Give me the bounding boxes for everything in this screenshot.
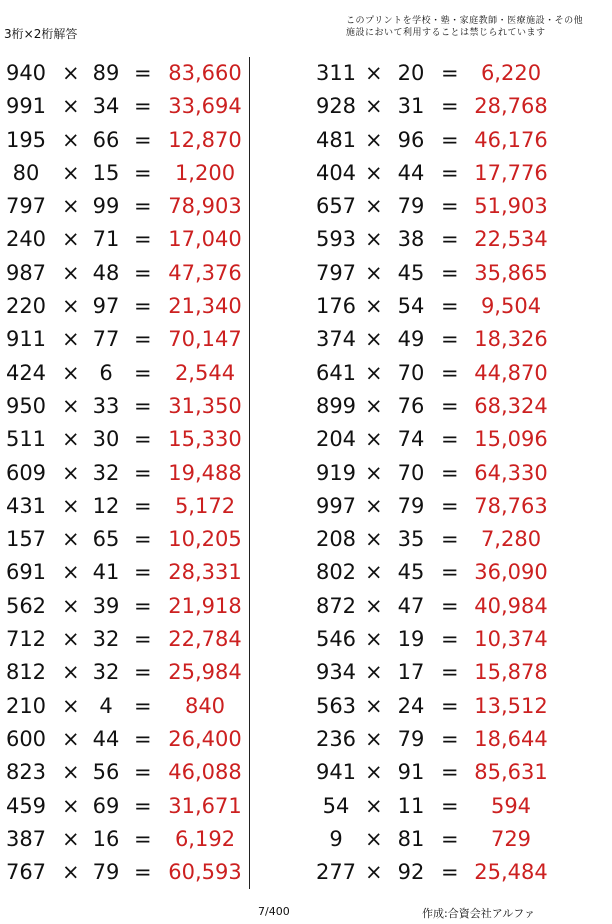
multiplicand: 9 bbox=[329, 826, 343, 851]
multiplicand: 459 bbox=[5, 793, 47, 818]
answer: 35,865 bbox=[474, 260, 548, 285]
answer: 26,400 bbox=[168, 726, 242, 751]
multiplicand: 609 bbox=[5, 460, 47, 485]
times-sign: × bbox=[365, 726, 383, 751]
times-sign: × bbox=[62, 94, 80, 119]
times-sign: × bbox=[365, 460, 383, 485]
multiplier: 16 bbox=[92, 826, 120, 851]
multiplier: 66 bbox=[92, 127, 120, 152]
equals-sign: = bbox=[441, 61, 459, 85]
times-sign: × bbox=[365, 527, 383, 552]
equals-sign: = bbox=[441, 627, 459, 652]
times-sign: × bbox=[62, 493, 80, 518]
answer: 22,784 bbox=[168, 627, 242, 652]
equals-sign: = bbox=[134, 493, 152, 518]
multiplicand: 176 bbox=[315, 294, 357, 319]
equals-sign: = bbox=[441, 260, 459, 285]
multiplicand: 797 bbox=[5, 194, 47, 219]
multiplicand: 562 bbox=[5, 593, 47, 618]
multiplicand: 987 bbox=[5, 260, 47, 285]
multiplier: 77 bbox=[92, 327, 120, 352]
multiplier: 32 bbox=[92, 460, 120, 485]
times-sign: × bbox=[62, 660, 80, 685]
multiplier: 11 bbox=[397, 793, 425, 818]
multiplicand: 431 bbox=[5, 493, 47, 518]
multiplicand: 600 bbox=[5, 726, 47, 751]
multiplier: 54 bbox=[397, 294, 425, 319]
multiplier: 70 bbox=[397, 460, 425, 485]
equals-sign: = bbox=[441, 393, 459, 418]
answer: 7,280 bbox=[480, 527, 542, 552]
equals-sign: = bbox=[134, 460, 152, 485]
equals-sign: = bbox=[134, 393, 152, 418]
multiplier: 15 bbox=[92, 160, 120, 185]
answer: 6,192 bbox=[174, 826, 236, 851]
multiplier: 47 bbox=[397, 593, 425, 618]
times-sign: × bbox=[62, 127, 80, 152]
equals-sign: = bbox=[134, 726, 152, 751]
multiplicand: 911 bbox=[5, 327, 47, 352]
multiplicand: 797 bbox=[315, 260, 357, 285]
equals-sign: = bbox=[441, 327, 459, 352]
answer: 21,340 bbox=[168, 294, 242, 319]
times-sign: × bbox=[365, 427, 383, 452]
answer: 5,172 bbox=[174, 493, 236, 518]
equals-sign: = bbox=[441, 127, 459, 152]
answer: 729 bbox=[490, 826, 532, 851]
column-divider bbox=[249, 57, 250, 889]
multiplier: 91 bbox=[397, 760, 425, 785]
answer: 9,504 bbox=[480, 294, 542, 319]
times-sign: × bbox=[62, 726, 80, 751]
multiplier: 76 bbox=[397, 393, 425, 418]
multiplicand: 934 bbox=[315, 660, 357, 685]
equals-sign: = bbox=[134, 127, 152, 152]
times-sign: × bbox=[62, 760, 80, 785]
times-sign: × bbox=[365, 860, 383, 885]
multiplier: 24 bbox=[397, 693, 425, 718]
multiplier: 92 bbox=[397, 860, 425, 885]
answer: 78,903 bbox=[168, 194, 242, 219]
equals-sign: = bbox=[441, 826, 459, 851]
answer: 15,096 bbox=[474, 427, 548, 452]
multiplier: 70 bbox=[397, 360, 425, 385]
multiplier: 17 bbox=[397, 660, 425, 685]
answer: 36,090 bbox=[474, 560, 548, 585]
multiplicand: 941 bbox=[315, 760, 357, 785]
multiplier: 49 bbox=[397, 327, 425, 352]
multiplier: 71 bbox=[92, 227, 120, 252]
equals-sign: = bbox=[441, 460, 459, 485]
times-sign: × bbox=[365, 760, 383, 785]
times-sign: × bbox=[365, 94, 383, 119]
multiplier: 35 bbox=[397, 527, 425, 552]
times-sign: × bbox=[62, 793, 80, 818]
answer: 46,176 bbox=[474, 127, 548, 152]
times-sign: × bbox=[365, 393, 383, 418]
equals-sign: = bbox=[134, 693, 152, 718]
times-sign: × bbox=[62, 560, 80, 585]
multiplicand: 767 bbox=[5, 860, 47, 885]
answer: 1,200 bbox=[174, 160, 236, 185]
answer: 83,660 bbox=[168, 61, 242, 85]
answer: 10,374 bbox=[474, 627, 548, 652]
answer: 840 bbox=[184, 693, 226, 718]
multiplier: 79 bbox=[397, 493, 425, 518]
multiplicand: 593 bbox=[315, 227, 357, 252]
multiplier: 20 bbox=[397, 61, 425, 85]
equals-sign: = bbox=[441, 560, 459, 585]
multiplier: 33 bbox=[92, 393, 120, 418]
times-sign: × bbox=[365, 327, 383, 352]
answer: 22,534 bbox=[474, 227, 548, 252]
multiplicand: 157 bbox=[5, 527, 47, 552]
times-sign: × bbox=[365, 127, 383, 152]
times-sign: × bbox=[62, 260, 80, 285]
answer: 47,376 bbox=[168, 260, 242, 285]
times-sign: × bbox=[62, 593, 80, 618]
answer: 15,878 bbox=[474, 660, 548, 685]
equals-sign: = bbox=[441, 194, 459, 219]
answer: 25,484 bbox=[474, 860, 548, 885]
times-sign: × bbox=[365, 360, 383, 385]
times-sign: × bbox=[365, 693, 383, 718]
equals-sign: = bbox=[134, 260, 152, 285]
multiplicand: 802 bbox=[315, 560, 357, 585]
multiplicand: 195 bbox=[5, 127, 47, 152]
answer: 40,984 bbox=[474, 593, 548, 618]
multiplier: 4 bbox=[99, 693, 113, 718]
multiplier: 81 bbox=[397, 826, 425, 851]
multiplier: 32 bbox=[92, 627, 120, 652]
equals-sign: = bbox=[134, 194, 152, 219]
multiplicand: 563 bbox=[315, 693, 357, 718]
equals-sign: = bbox=[134, 793, 152, 818]
multiplicand: 80 bbox=[12, 160, 40, 185]
equals-sign: = bbox=[134, 160, 152, 185]
answer: 12,870 bbox=[168, 127, 242, 152]
multiplicand: 641 bbox=[315, 360, 357, 385]
equals-sign: = bbox=[134, 760, 152, 785]
equals-sign: = bbox=[134, 527, 152, 552]
equals-sign: = bbox=[134, 327, 152, 352]
multiplicand: 236 bbox=[315, 726, 357, 751]
times-sign: × bbox=[62, 826, 80, 851]
author-credit: 作成:合資会社アルファ bbox=[422, 907, 536, 920]
times-sign: × bbox=[365, 194, 383, 219]
answer: 18,326 bbox=[474, 327, 548, 352]
answer: 21,918 bbox=[168, 593, 242, 618]
multiplier: 12 bbox=[92, 493, 120, 518]
answer: 10,205 bbox=[168, 527, 242, 552]
multiplier: 96 bbox=[397, 127, 425, 152]
equals-sign: = bbox=[134, 61, 152, 85]
times-sign: × bbox=[62, 693, 80, 718]
multiplicand: 220 bbox=[5, 294, 47, 319]
multiplier: 19 bbox=[397, 627, 425, 652]
multiplicand: 511 bbox=[5, 427, 47, 452]
answer: 15,330 bbox=[168, 427, 242, 452]
answer: 13,512 bbox=[474, 693, 548, 718]
multiplicand: 240 bbox=[5, 227, 47, 252]
multiplicand: 481 bbox=[315, 127, 357, 152]
equals-sign: = bbox=[441, 660, 459, 685]
multiplicand: 919 bbox=[315, 460, 357, 485]
multiplicand: 387 bbox=[5, 826, 47, 851]
multiplier: 6 bbox=[99, 360, 113, 385]
multiplicand: 404 bbox=[315, 160, 357, 185]
times-sign: × bbox=[365, 627, 383, 652]
answer: 85,631 bbox=[474, 760, 548, 785]
equals-sign: = bbox=[134, 593, 152, 618]
answer: 31,671 bbox=[168, 793, 242, 818]
times-sign: × bbox=[365, 260, 383, 285]
answer: 19,488 bbox=[168, 460, 242, 485]
times-sign: × bbox=[365, 826, 383, 851]
multiplier: 79 bbox=[397, 726, 425, 751]
multiplicand: 424 bbox=[5, 360, 47, 385]
times-sign: × bbox=[62, 627, 80, 652]
times-sign: × bbox=[62, 460, 80, 485]
equals-sign: = bbox=[441, 793, 459, 818]
notice-line: 施設において利用することは禁じられています bbox=[346, 28, 546, 38]
times-sign: × bbox=[62, 527, 80, 552]
multiplier: 56 bbox=[92, 760, 120, 785]
answer: 68,324 bbox=[474, 393, 548, 418]
multiplier: 41 bbox=[92, 560, 120, 585]
answer: 70,147 bbox=[168, 327, 242, 352]
page-number: 7/400 bbox=[258, 905, 290, 918]
equals-sign: = bbox=[441, 360, 459, 385]
answer: 28,331 bbox=[168, 560, 242, 585]
multiplier: 32 bbox=[92, 660, 120, 685]
multiplicand: 54 bbox=[322, 793, 350, 818]
times-sign: × bbox=[62, 227, 80, 252]
equals-sign: = bbox=[441, 493, 459, 518]
equals-sign: = bbox=[441, 294, 459, 319]
multiplier: 45 bbox=[397, 260, 425, 285]
multiplicand: 374 bbox=[315, 327, 357, 352]
times-sign: × bbox=[62, 327, 80, 352]
multiplicand: 899 bbox=[315, 393, 357, 418]
multiplicand: 928 bbox=[315, 94, 357, 119]
equals-sign: = bbox=[134, 94, 152, 119]
equals-sign: = bbox=[441, 860, 459, 885]
equals-sign: = bbox=[441, 160, 459, 185]
times-sign: × bbox=[62, 61, 80, 85]
multiplier: 79 bbox=[92, 860, 120, 885]
answer: 60,593 bbox=[168, 860, 242, 885]
equals-sign: = bbox=[441, 726, 459, 751]
multiplier: 44 bbox=[397, 160, 425, 185]
multiplier: 30 bbox=[92, 427, 120, 452]
multiplier: 34 bbox=[92, 94, 120, 119]
times-sign: × bbox=[62, 427, 80, 452]
times-sign: × bbox=[365, 493, 383, 518]
multiplicand: 546 bbox=[315, 627, 357, 652]
answer: 44,870 bbox=[474, 360, 548, 385]
equals-sign: = bbox=[134, 560, 152, 585]
multiplicand: 940 bbox=[5, 61, 47, 85]
multiplier: 44 bbox=[92, 726, 120, 751]
answer: 31,350 bbox=[168, 393, 242, 418]
multiplicand: 208 bbox=[315, 527, 357, 552]
times-sign: × bbox=[62, 360, 80, 385]
multiplicand: 657 bbox=[315, 194, 357, 219]
multiplicand: 823 bbox=[5, 760, 47, 785]
times-sign: × bbox=[365, 227, 383, 252]
answer: 18,644 bbox=[474, 726, 548, 751]
multiplicand: 204 bbox=[315, 427, 357, 452]
equals-sign: = bbox=[134, 294, 152, 319]
page-title: 3桁×2桁解答 bbox=[4, 27, 78, 41]
multiplier: 69 bbox=[92, 793, 120, 818]
equals-sign: = bbox=[441, 527, 459, 552]
equals-sign: = bbox=[134, 427, 152, 452]
multiplier: 48 bbox=[92, 260, 120, 285]
usage-notice bbox=[346, 15, 583, 39]
answer: 28,768 bbox=[474, 94, 548, 119]
answer: 78,763 bbox=[474, 493, 548, 518]
answer: 6,220 bbox=[480, 61, 542, 85]
multiplicand: 277 bbox=[315, 860, 357, 885]
multiplicand: 210 bbox=[5, 693, 47, 718]
equals-sign: = bbox=[441, 693, 459, 718]
multiplicand: 812 bbox=[5, 660, 47, 685]
multiplier: 45 bbox=[397, 560, 425, 585]
multiplier: 74 bbox=[397, 427, 425, 452]
equals-sign: = bbox=[441, 227, 459, 252]
multiplicand: 691 bbox=[5, 560, 47, 585]
multiplier: 39 bbox=[92, 593, 120, 618]
multiplicand: 311 bbox=[315, 61, 357, 85]
equals-sign: = bbox=[134, 826, 152, 851]
times-sign: × bbox=[62, 294, 80, 319]
answer: 594 bbox=[490, 793, 532, 818]
answer: 2,544 bbox=[174, 360, 236, 385]
times-sign: × bbox=[62, 160, 80, 185]
equals-sign: = bbox=[134, 360, 152, 385]
multiplicand: 712 bbox=[5, 627, 47, 652]
multiplicand: 997 bbox=[315, 493, 357, 518]
multiplier: 99 bbox=[92, 194, 120, 219]
times-sign: × bbox=[62, 393, 80, 418]
times-sign: × bbox=[365, 160, 383, 185]
multiplier: 89 bbox=[92, 61, 120, 85]
multiplier: 97 bbox=[92, 294, 120, 319]
multiplicand: 950 bbox=[5, 393, 47, 418]
times-sign: × bbox=[365, 294, 383, 319]
equals-sign: = bbox=[441, 593, 459, 618]
times-sign: × bbox=[62, 860, 80, 885]
answer: 17,776 bbox=[474, 160, 548, 185]
times-sign: × bbox=[365, 660, 383, 685]
answer: 46,088 bbox=[168, 760, 242, 785]
equals-sign: = bbox=[134, 227, 152, 252]
answer: 51,903 bbox=[474, 194, 548, 219]
answer: 25,984 bbox=[168, 660, 242, 685]
multiplier: 38 bbox=[397, 227, 425, 252]
answer: 17,040 bbox=[168, 227, 242, 252]
multiplier: 65 bbox=[92, 527, 120, 552]
times-sign: × bbox=[365, 61, 383, 85]
multiplicand: 991 bbox=[5, 94, 47, 119]
multiplier: 79 bbox=[397, 194, 425, 219]
equals-sign: = bbox=[134, 627, 152, 652]
multiplicand: 872 bbox=[315, 593, 357, 618]
multiplier: 31 bbox=[397, 94, 425, 119]
times-sign: × bbox=[62, 194, 80, 219]
equals-sign: = bbox=[441, 427, 459, 452]
answer: 64,330 bbox=[474, 460, 548, 485]
answer: 33,694 bbox=[168, 94, 242, 119]
equals-sign: = bbox=[441, 94, 459, 119]
notice-line: このプリントを学校・塾・家庭教師・医療施設・その他 bbox=[346, 16, 584, 26]
times-sign: × bbox=[365, 793, 383, 818]
equals-sign: = bbox=[134, 660, 152, 685]
times-sign: × bbox=[365, 593, 383, 618]
times-sign: × bbox=[365, 560, 383, 585]
equals-sign: = bbox=[134, 860, 152, 885]
equals-sign: = bbox=[441, 760, 459, 785]
